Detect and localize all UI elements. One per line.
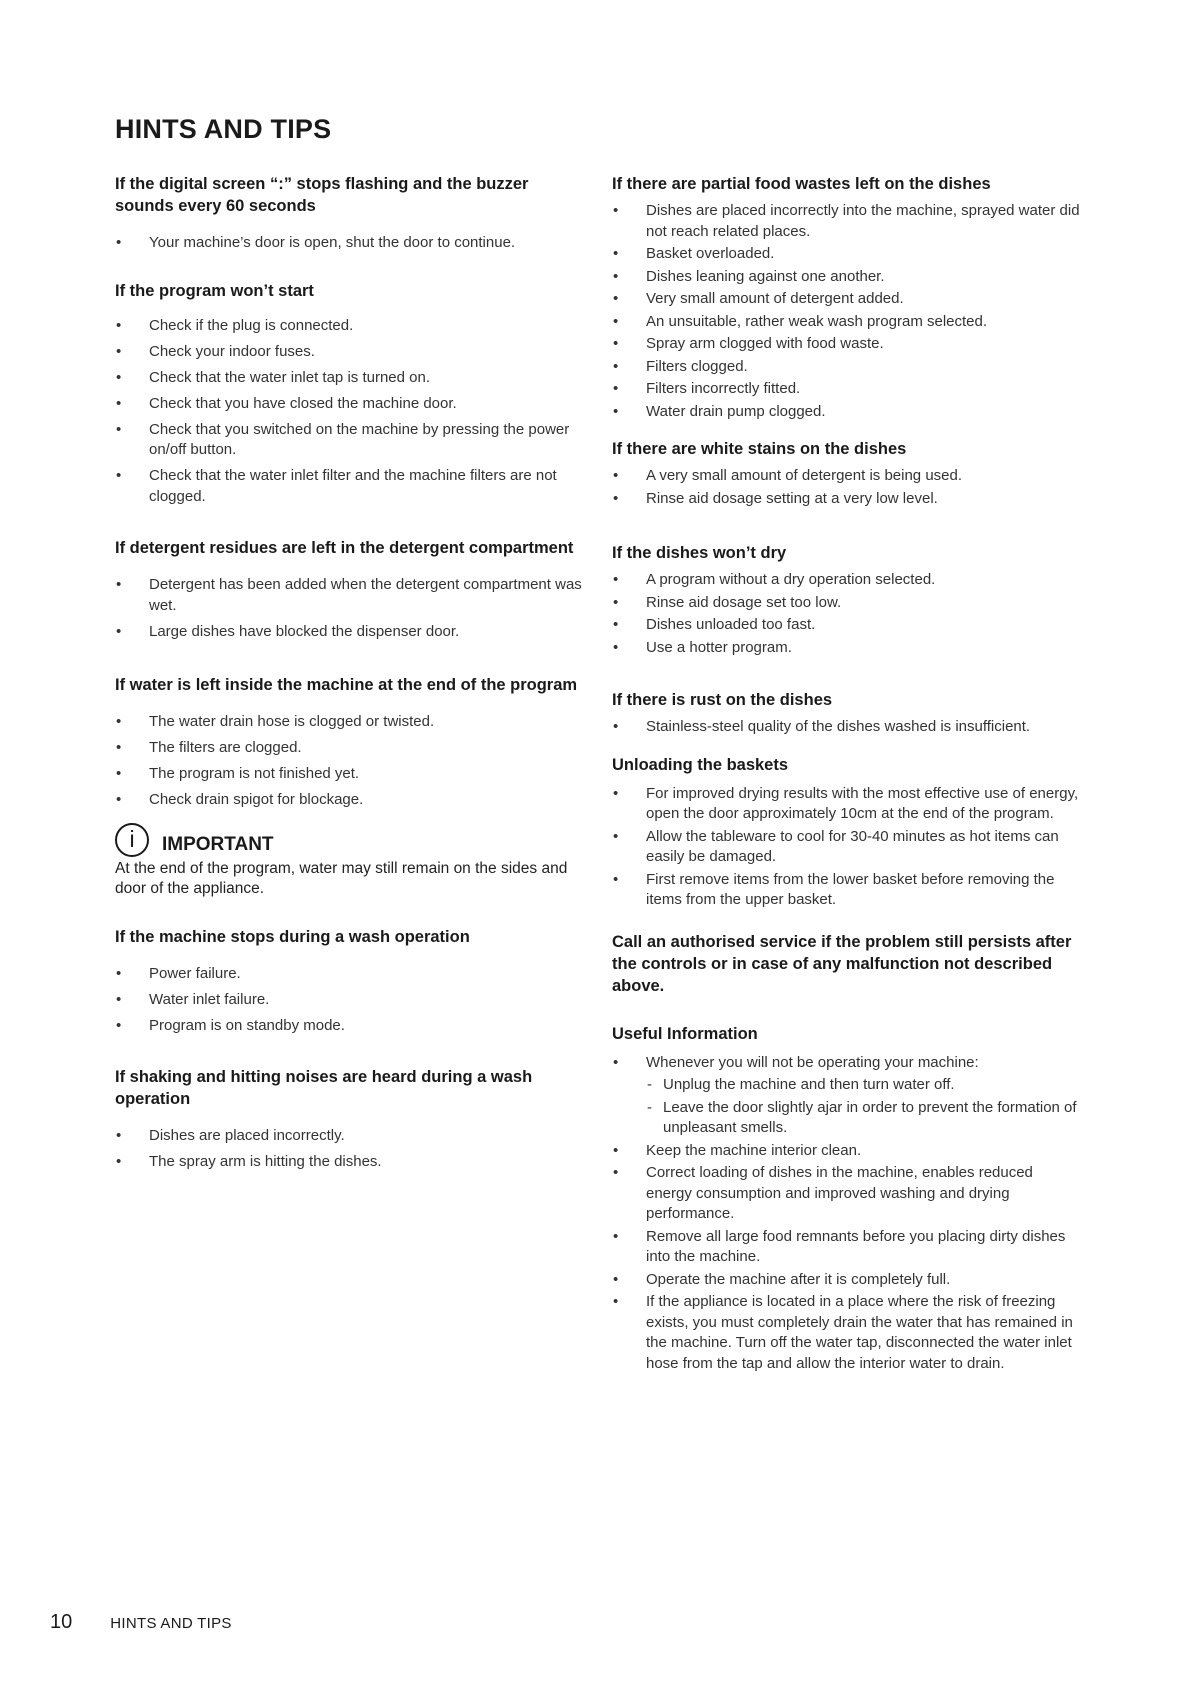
- list-item: • Keep the machine interior clean.: [612, 1141, 1082, 1162]
- list-item: • Allow the tableware to cool for 30-40 minutes as hot items can easily be damaged.: [612, 827, 1082, 868]
- list-item: • Large dishes have blocked the dispenser door.: [115, 622, 585, 643]
- sub-list: [646, 1075, 1082, 1139]
- bullet-list: [115, 316, 585, 508]
- bullet-list: [115, 1126, 585, 1173]
- page-footer: [50, 1611, 232, 1634]
- section-screen-flashing: [115, 173, 585, 254]
- service-notice: Call an authorised service if the problem still persists after the controls or in case of any malfunction not described above.: [612, 932, 1072, 995]
- page-title: HINTS AND TIPS: [115, 114, 332, 144]
- list-item: • Filters incorrectly fitted.: [612, 379, 1082, 400]
- list-item: • Check that the water inlet tap is turned on.: [115, 368, 585, 389]
- page-number: 10: [50, 1611, 73, 1633]
- list-item: • The spray arm is hitting the dishes.: [115, 1152, 585, 1173]
- bullet-list: [115, 712, 585, 811]
- section-heading: If water is left inside the machine at the end of the program: [115, 676, 578, 694]
- list-item: [612, 1053, 1082, 1139]
- section-useful-information: [612, 1023, 1082, 1375]
- list-item: • A very small amount of detergent is being used.: [612, 466, 1082, 487]
- important-header: [115, 823, 585, 857]
- list-item: • Check that the water inlet filter and the machine filters are not clogged.: [115, 466, 585, 507]
- section-heading: If there are partial food wastes left on the dishes: [612, 175, 991, 193]
- section-heading: If the program won’t start: [115, 281, 314, 300]
- bullet-list: [115, 233, 585, 254]
- section-shaking-noises: [115, 1066, 585, 1173]
- list-item: • Check that you switched on the machine by pressing the power on/off button.: [115, 420, 585, 461]
- list-item: • Water drain pump clogged.: [612, 402, 1082, 423]
- list-item: • Basket overloaded.: [612, 244, 1082, 265]
- section-heading: If detergent residues are left in the detergent compartment: [115, 539, 574, 557]
- section-unloading-baskets: [612, 754, 1082, 911]
- sub-list-item: - Unplug the machine and then turn water off.: [646, 1075, 1082, 1096]
- list-item: • A program without a dry operation selected.: [612, 570, 1082, 591]
- bullet-list: [612, 466, 1082, 509]
- list-item: • Remove all large food remnants before you placing dirty dishes into the machine.: [612, 1227, 1082, 1268]
- section-heading: If the digital screen “:” stops flashing and the buzzer sounds every 60 seconds: [115, 175, 529, 215]
- section-white-stains: [612, 438, 1082, 509]
- section-heading: If shaking and hitting noises are heard during a wash operation: [115, 1068, 533, 1108]
- left-column: [115, 173, 585, 1178]
- list-item: • An unsuitable, rather weak wash program selected.: [612, 312, 1082, 333]
- list-item: • Operate the machine after it is completely full.: [612, 1270, 1082, 1291]
- bullet-list: [115, 575, 585, 642]
- list-item: • Program is on standby mode.: [115, 1016, 585, 1037]
- list-item: • If the appliance is located in a place where the risk of freezing exists, you must completely drain the water that has remained in the machine. Turn off the water tap, disconnected the water inlet hose from the tap and allow the interior water to drain.: [612, 1292, 1082, 1374]
- list-item: • Detergent has been added when the detergent compartment was wet.: [115, 575, 585, 616]
- bullet-list: [612, 784, 1082, 911]
- list-item: • Use a hotter program.: [612, 638, 1082, 659]
- section-heading: If the dishes won’t dry: [612, 544, 787, 562]
- list-item: • Dishes are placed incorrectly into the machine, sprayed water did not reach related places.: [612, 201, 1082, 242]
- section-machine-stops: [115, 926, 585, 1037]
- list-item: • Check your indoor fuses.: [115, 342, 585, 363]
- section-rust: [612, 689, 1082, 738]
- list-item: • Check if the plug is connected.: [115, 316, 585, 337]
- bullet-list: [612, 570, 1082, 658]
- info-icon: i: [115, 823, 149, 857]
- list-item: • Dishes leaning against one another.: [612, 267, 1082, 288]
- list-item: • Very small amount of detergent added.: [612, 289, 1082, 310]
- section-detergent-residues: [115, 537, 585, 642]
- sub-list-item: - Leave the door slightly ajar in order to prevent the formation of unpleasant smells.: [646, 1098, 1082, 1139]
- list-item: • Water inlet failure.: [115, 990, 585, 1011]
- list-item: • Check drain spigot for blockage.: [115, 790, 585, 811]
- list-item: • Correct loading of dishes in the machine, enables reduced energy consumption and improved washing and drying performance.: [612, 1163, 1082, 1225]
- important-label: IMPORTANT: [162, 833, 274, 855]
- list-item: • Spray arm clogged with food waste.: [612, 334, 1082, 355]
- right-column: [612, 173, 1082, 1376]
- list-item: • Your machine’s door is open, shut the door to continue.: [115, 233, 585, 254]
- list-item-text: Whenever you will not be operating your machine:: [646, 1053, 979, 1071]
- section-program-wont-start: [115, 280, 585, 508]
- section-heading: Useful Information: [612, 1024, 758, 1043]
- list-item: • First remove items from the lower basket before removing the items from the upper basket.: [612, 870, 1082, 911]
- list-item: • Rinse aid dosage set too low.: [612, 593, 1082, 614]
- section-food-wastes: [612, 173, 1082, 422]
- bullet-list: [115, 964, 585, 1037]
- section-wont-dry: [612, 542, 1082, 658]
- section-heading: If there is rust on the dishes: [612, 691, 833, 709]
- list-item: • Filters clogged.: [612, 357, 1082, 378]
- list-item: • Power failure.: [115, 964, 585, 985]
- list-item: • The filters are clogged.: [115, 738, 585, 759]
- footer-title: HINTS AND TIPS: [110, 1615, 232, 1632]
- list-item: • Stainless-steel quality of the dishes washed is insufficient.: [612, 717, 1082, 738]
- list-item: • Check that you have closed the machine door.: [115, 394, 585, 415]
- list-item: • Dishes are placed incorrectly.: [115, 1126, 585, 1147]
- list-item: • Rinse aid dosage setting at a very low level.: [612, 489, 1082, 510]
- section-heading: If there are white stains on the dishes: [612, 440, 907, 458]
- section-water-left: [115, 674, 585, 811]
- important-notice: [115, 823, 585, 900]
- list-item: • The program is not finished yet.: [115, 764, 585, 785]
- section-heading: If the machine stops during a wash operation: [115, 927, 470, 946]
- bullet-list: [612, 1053, 1082, 1375]
- bullet-list: [612, 201, 1082, 422]
- list-item: • The water drain hose is clogged or twisted.: [115, 712, 585, 733]
- important-text: At the end of the program, water may still remain on the sides and door of the appliance.: [115, 859, 568, 897]
- list-item: • Dishes unloaded too fast.: [612, 615, 1082, 636]
- section-heading: Unloading the baskets: [612, 755, 789, 774]
- bullet-list: [612, 717, 1082, 738]
- list-item: • For improved drying results with the most effective use of energy, open the door approximately 10cm at the end of the program.: [612, 784, 1082, 825]
